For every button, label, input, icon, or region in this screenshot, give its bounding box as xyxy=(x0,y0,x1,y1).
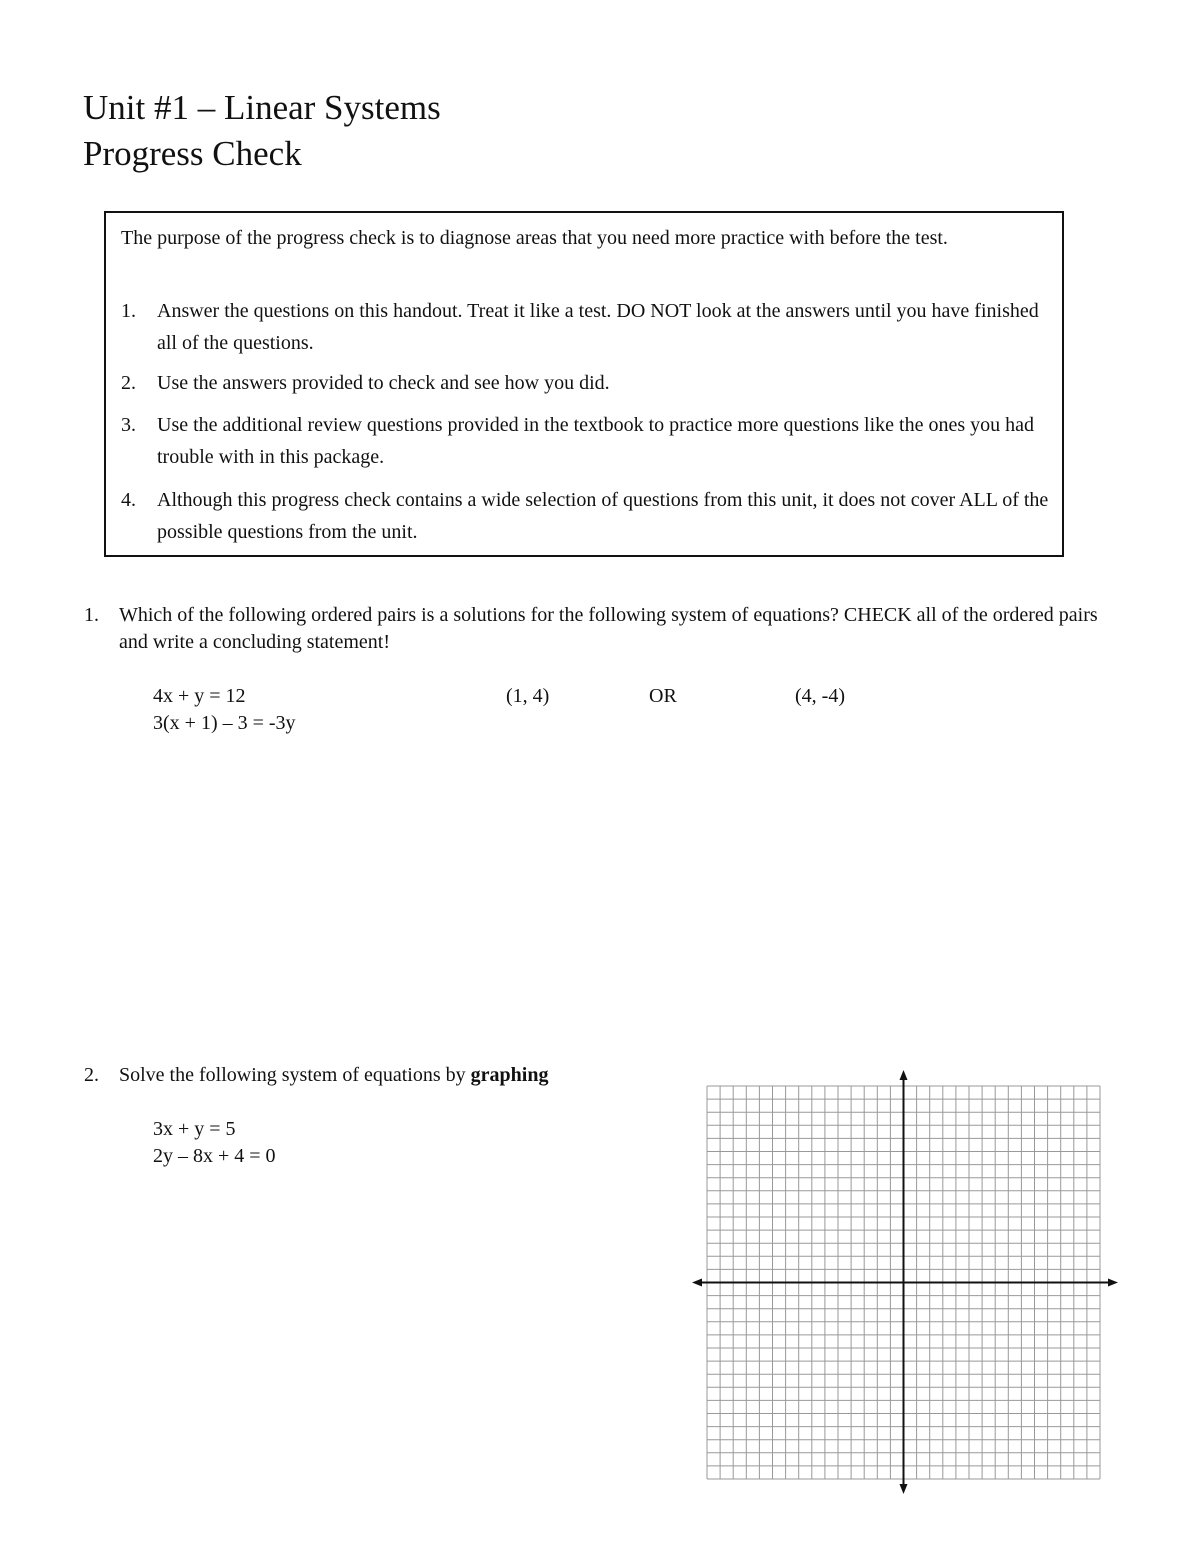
instruction-text: Although this progress check contains a wide selection of questions from this unit, it does not cover ALL of the possible questions from the unit. xyxy=(157,489,1049,543)
y-axis-arrow-up-icon xyxy=(900,1070,908,1080)
q1-equation-2: 3(x + 1) – 3 = -3y xyxy=(153,712,296,734)
instruction-item-4 xyxy=(121,484,1051,548)
q2-equation-2: 2y – 8x + 4 = 0 xyxy=(153,1145,276,1167)
instruction-text: Answer the questions on this handout. Treat it like a test. DO NOT look at the answers until you have finished all of the questions. xyxy=(157,300,1039,354)
page-title-line2: Progress Check xyxy=(83,134,302,173)
instruction-number: 4. xyxy=(121,489,136,511)
question-2 xyxy=(84,1062,684,1089)
q2-equation-1: 3x + y = 5 xyxy=(153,1118,236,1140)
question-number: 2. xyxy=(84,1064,99,1086)
question-text: Which of the following ordered pairs is a solutions for the following system of equations? CHECK all of the ordered pairs and write a concluding statement! xyxy=(119,604,1098,653)
x-axis-arrow-left-icon xyxy=(692,1279,702,1287)
coordinate-grid[interactable] xyxy=(690,1068,1120,1496)
instructions-box xyxy=(104,211,1064,557)
y-axis-arrow-down-icon xyxy=(900,1484,908,1494)
instruction-text: Use the answers provided to check and see how you did. xyxy=(157,372,610,394)
question-text-plain: Solve the following system of equations by xyxy=(119,1064,471,1086)
instruction-number: 3. xyxy=(121,414,136,436)
question-1 xyxy=(84,602,1124,656)
instruction-item-1 xyxy=(121,295,1051,359)
question-number: 1. xyxy=(84,604,99,626)
q1-ordered-pair-2: (4, -4) xyxy=(795,685,845,707)
instruction-number: 1. xyxy=(121,300,136,322)
q1-or-label: OR xyxy=(649,685,677,707)
q1-equation-1: 4x + y = 12 xyxy=(153,685,246,707)
instruction-text: Use the additional review questions provided in the textbook to practice more questions like the ones you had trouble with in this package. xyxy=(157,414,1035,468)
axes xyxy=(692,1070,1118,1494)
instruction-item-3 xyxy=(121,409,1051,473)
instruction-item-2 xyxy=(121,367,1051,399)
q1-ordered-pair-1: (1, 4) xyxy=(506,685,550,707)
instructions-intro: The purpose of the progress check is to diagnose areas that you need more practice with before the test. xyxy=(121,227,948,249)
instruction-number: 2. xyxy=(121,372,136,394)
x-axis-arrow-right-icon xyxy=(1108,1279,1118,1287)
question-text xyxy=(119,1062,684,1089)
question-text-bold: graphing xyxy=(470,1064,549,1086)
page-title-line1: Unit #1 – Linear Systems xyxy=(83,88,441,127)
